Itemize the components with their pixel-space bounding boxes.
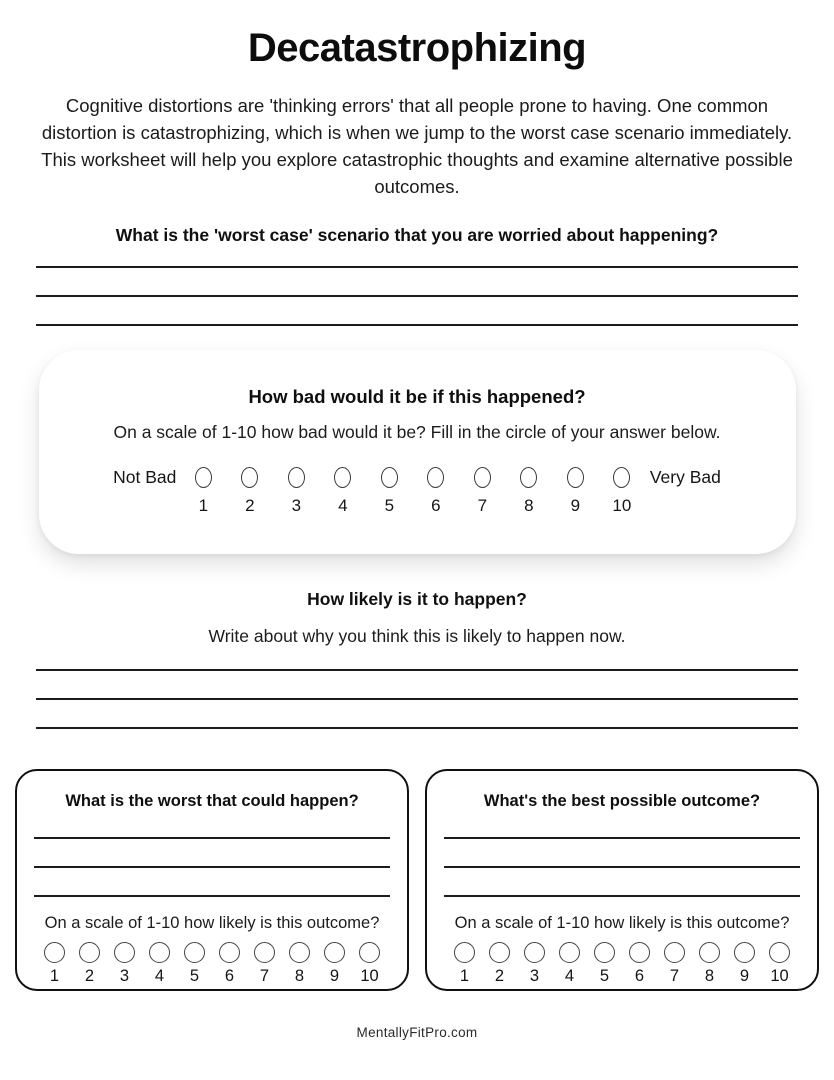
- rating-number: 7: [669, 967, 680, 985]
- answer-line[interactable]: [36, 297, 798, 326]
- rating-circle[interactable]: [629, 942, 650, 963]
- rating-circle[interactable]: [381, 467, 398, 488]
- rating-option-10[interactable]: [608, 467, 636, 516]
- rating-number: 1: [198, 496, 209, 515]
- rating-option-9[interactable]: [323, 942, 346, 986]
- rating-option-4[interactable]: [329, 467, 357, 516]
- answer-line[interactable]: [36, 700, 798, 729]
- rating-option-9[interactable]: [561, 467, 589, 516]
- rating-option-3[interactable]: [113, 942, 136, 986]
- rating-circle[interactable]: [567, 467, 584, 488]
- rating-number: 1: [49, 967, 60, 985]
- how-bad-scale-row: [39, 467, 796, 516]
- rating-circle[interactable]: [241, 467, 258, 488]
- how-likely-answer-lines: [36, 648, 798, 729]
- rating-circle[interactable]: [559, 942, 580, 963]
- how-bad-card: [39, 350, 796, 554]
- rating-option-4[interactable]: [558, 942, 581, 986]
- rating-option-7[interactable]: [663, 942, 686, 986]
- best-outcome-scale: [427, 942, 817, 986]
- rating-option-4[interactable]: [148, 942, 171, 986]
- worst-case-answer-lines: [36, 246, 798, 326]
- worst-outcome-answer-lines: [34, 812, 390, 897]
- rating-option-10[interactable]: [768, 942, 791, 986]
- rating-number: 10: [770, 967, 789, 985]
- rating-number: 6: [634, 967, 645, 985]
- rating-number: 5: [599, 967, 610, 985]
- best-outcome-answer-lines: [444, 812, 800, 897]
- rating-circle[interactable]: [184, 942, 205, 963]
- rating-number: 5: [384, 496, 395, 515]
- rating-circle[interactable]: [520, 467, 537, 488]
- answer-line[interactable]: [34, 812, 390, 839]
- rating-option-6[interactable]: [422, 467, 450, 516]
- outcome-boxes-row: [15, 769, 819, 991]
- rating-option-7[interactable]: [253, 942, 276, 986]
- rating-option-3[interactable]: [282, 467, 310, 516]
- answer-line[interactable]: [34, 868, 390, 897]
- rating-circle[interactable]: [44, 942, 65, 963]
- rating-number: 3: [529, 967, 540, 985]
- rating-option-6[interactable]: [628, 942, 651, 986]
- rating-number: 2: [245, 496, 255, 515]
- rating-number: 2: [494, 967, 505, 985]
- rating-option-8[interactable]: [515, 467, 543, 516]
- how-bad-instruction: On a scale of 1-10 how bad would it be? Fill in the circle of your answer below.: [113, 422, 721, 442]
- rating-option-5[interactable]: [375, 467, 403, 516]
- rating-option-7[interactable]: [468, 467, 496, 516]
- answer-line[interactable]: [444, 839, 800, 868]
- rating-circle[interactable]: [769, 942, 790, 963]
- worst-outcome-scale: [17, 942, 407, 986]
- rating-number: 3: [119, 967, 130, 985]
- rating-number: 8: [704, 967, 715, 985]
- rating-number: 1: [459, 967, 470, 985]
- rating-circle[interactable]: [359, 942, 380, 963]
- worst-outcome-instruction: On a scale of 1-10 how likely is this outcome?: [44, 914, 380, 932]
- answer-line[interactable]: [36, 268, 798, 297]
- rating-number: 5: [189, 967, 200, 985]
- rating-option-2[interactable]: [488, 942, 511, 986]
- footer-url: MentallyFitPro.com: [356, 1025, 478, 1040]
- rating-circle[interactable]: [454, 942, 475, 963]
- rating-number: 3: [291, 496, 302, 515]
- answer-line[interactable]: [444, 812, 800, 839]
- best-outcome-box: [425, 769, 819, 991]
- best-outcome-instruction: On a scale of 1-10 how likely is this outcome?: [454, 914, 790, 932]
- best-outcome-heading: What's the best possible outcome?: [483, 792, 761, 810]
- rating-circle[interactable]: [334, 467, 351, 488]
- rating-number: 2: [84, 967, 95, 985]
- how-likely-instruction: Write about why you think this is likely to happen now.: [208, 626, 626, 646]
- rating-option-5[interactable]: [183, 942, 206, 986]
- rating-number: 10: [360, 967, 379, 985]
- answer-line[interactable]: [34, 839, 390, 868]
- answer-line[interactable]: [36, 648, 798, 671]
- answer-line[interactable]: [36, 671, 798, 700]
- rating-option-2[interactable]: [78, 942, 101, 986]
- rating-circle[interactable]: [254, 942, 275, 963]
- rating-circle[interactable]: [594, 942, 615, 963]
- rating-option-9[interactable]: [733, 942, 756, 986]
- rating-circle[interactable]: [524, 942, 545, 963]
- rating-circle[interactable]: [489, 942, 510, 963]
- rating-number: 9: [329, 967, 340, 985]
- rating-option-8[interactable]: [288, 942, 311, 986]
- rating-option-1[interactable]: [189, 467, 217, 516]
- rating-circle[interactable]: [734, 942, 755, 963]
- rating-number: 7: [477, 496, 488, 515]
- rating-number: 9: [739, 967, 750, 985]
- rating-number: 6: [431, 496, 441, 515]
- intro-text: Cognitive distortions are 'thinking errors' that all people prone to having. One common distortion is catastrophizing, which is when we jump to the worst case scenario immediately. This worksheet will help you explore catastrophic thoughts and examine alternative possible outcomes.: [41, 95, 793, 197]
- rating-option-10[interactable]: [358, 942, 381, 986]
- not-bad-label: Not Bad: [113, 467, 177, 487]
- rating-circle[interactable]: [149, 942, 170, 963]
- rating-number: 10: [612, 496, 632, 515]
- answer-line[interactable]: [444, 868, 800, 897]
- page-title: Decatastrophizing: [247, 26, 587, 70]
- rating-number: 6: [224, 967, 235, 985]
- very-bad-label: Very Bad: [649, 467, 721, 487]
- rating-option-3[interactable]: [523, 942, 546, 986]
- rating-circle[interactable]: [79, 942, 100, 963]
- rating-circle[interactable]: [195, 467, 212, 488]
- rating-option-6[interactable]: [218, 942, 241, 986]
- rating-option-5[interactable]: [593, 942, 616, 986]
- worst-outcome-heading: What is the worst that could happen?: [65, 792, 359, 810]
- rating-number: 8: [524, 496, 534, 515]
- rating-circle[interactable]: [288, 467, 305, 488]
- rating-circle[interactable]: [613, 467, 630, 488]
- how-bad-scale: [189, 467, 636, 516]
- rating-circle[interactable]: [427, 467, 444, 488]
- how-bad-heading: How bad would it be if this happened?: [248, 386, 586, 407]
- rating-circle[interactable]: [114, 942, 135, 963]
- how-likely-heading: How likely is it to happen?: [307, 589, 527, 609]
- rating-circle[interactable]: [699, 942, 720, 963]
- rating-circle[interactable]: [324, 942, 345, 963]
- rating-option-1[interactable]: [43, 942, 66, 986]
- answer-line[interactable]: [36, 246, 798, 268]
- rating-option-1[interactable]: [453, 942, 476, 986]
- worst-outcome-box: [15, 769, 409, 991]
- rating-number: 9: [570, 496, 581, 515]
- rating-number: 4: [338, 496, 348, 515]
- rating-option-2[interactable]: [236, 467, 264, 516]
- rating-circle[interactable]: [664, 942, 685, 963]
- rating-number: 8: [294, 967, 305, 985]
- rating-circle[interactable]: [219, 942, 240, 963]
- rating-number: 7: [259, 967, 270, 985]
- rating-number: 4: [154, 967, 165, 985]
- rating-number: 4: [564, 967, 575, 985]
- rating-circle[interactable]: [289, 942, 310, 963]
- rating-circle[interactable]: [474, 467, 491, 488]
- rating-option-8[interactable]: [698, 942, 721, 986]
- worst-case-question: What is the 'worst case' scenario that you are worried about happening?: [115, 225, 719, 245]
